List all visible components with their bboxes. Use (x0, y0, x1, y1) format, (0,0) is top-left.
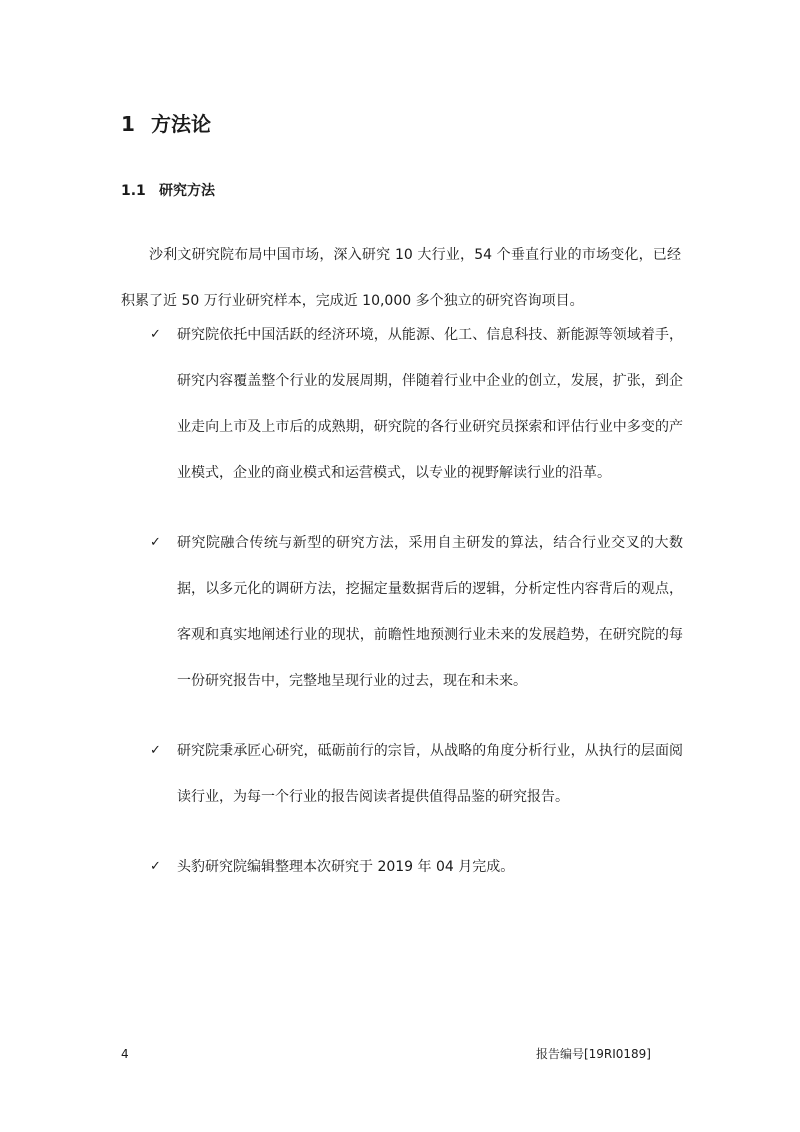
bullet-item (121, 312, 683, 496)
bullet-text: 研究院依托中国活跃的经济环境，从能源、化工、信息科技、新能源等领域着手，研究内容覆盖整个行业的发展周期，伴随着行业中企业的创立，发展，扩张，到企业走向上市及上市后的成熟期，研究院的各行业研究员探索和评估行业中多变的产业模式，企业的商业模式和运营模式，以专业的视野解读行业的沿革。 (177, 327, 683, 481)
intro-paragraph: 沙利文研究院布局中国市场，深入研究 10 大行业，54 个垂直行业的市场变化，已经积累了近 50 万行业研究样本，完成近 10,000 多个独立的研究咨询项目。 (121, 247, 681, 309)
bullet-item (121, 520, 683, 704)
checkmark-icon: ✓ (150, 535, 161, 550)
subsection-heading (121, 180, 215, 202)
bullet-item (121, 844, 683, 890)
subsection-number: 1.1 (121, 183, 146, 199)
subsection-title: 研究方法 (159, 183, 215, 199)
checkmark-icon: ✓ (150, 859, 161, 874)
bullet-text: 研究院融合传统与新型的研究方法，采用自主研发的算法，结合行业交叉的大数据，以多元化的调研方法，挖掘定量数据背后的逻辑，分析定性内容背后的观点，客观和真实地阐述行业的现状，前瞻性地预测行业未来的发展趋势，在研究院的每一份研究报告中，完整地呈现行业的过去，现在和未来。 (177, 535, 683, 689)
bullet-text: 研究院秉承匠心研究，砥砺前行的宗旨，从战略的角度分析行业，从执行的层面阅读行业，为每一个行业的报告阅读者提供值得品鉴的研究报告。 (177, 743, 683, 805)
bullet-item (121, 728, 683, 820)
page-number: 4 (121, 1047, 129, 1061)
section-title: 方法论 (151, 112, 211, 136)
section-number: 1 (121, 112, 135, 136)
report-code: 报告编号[19RI0189] (535, 1047, 651, 1061)
bullet-list (121, 312, 683, 914)
bullet-text: 头豹研究院编辑整理本次研究于 2019 年 04 月完成。 (177, 859, 515, 875)
section-heading (121, 108, 211, 140)
checkmark-icon: ✓ (150, 743, 161, 758)
checkmark-icon: ✓ (150, 327, 161, 342)
